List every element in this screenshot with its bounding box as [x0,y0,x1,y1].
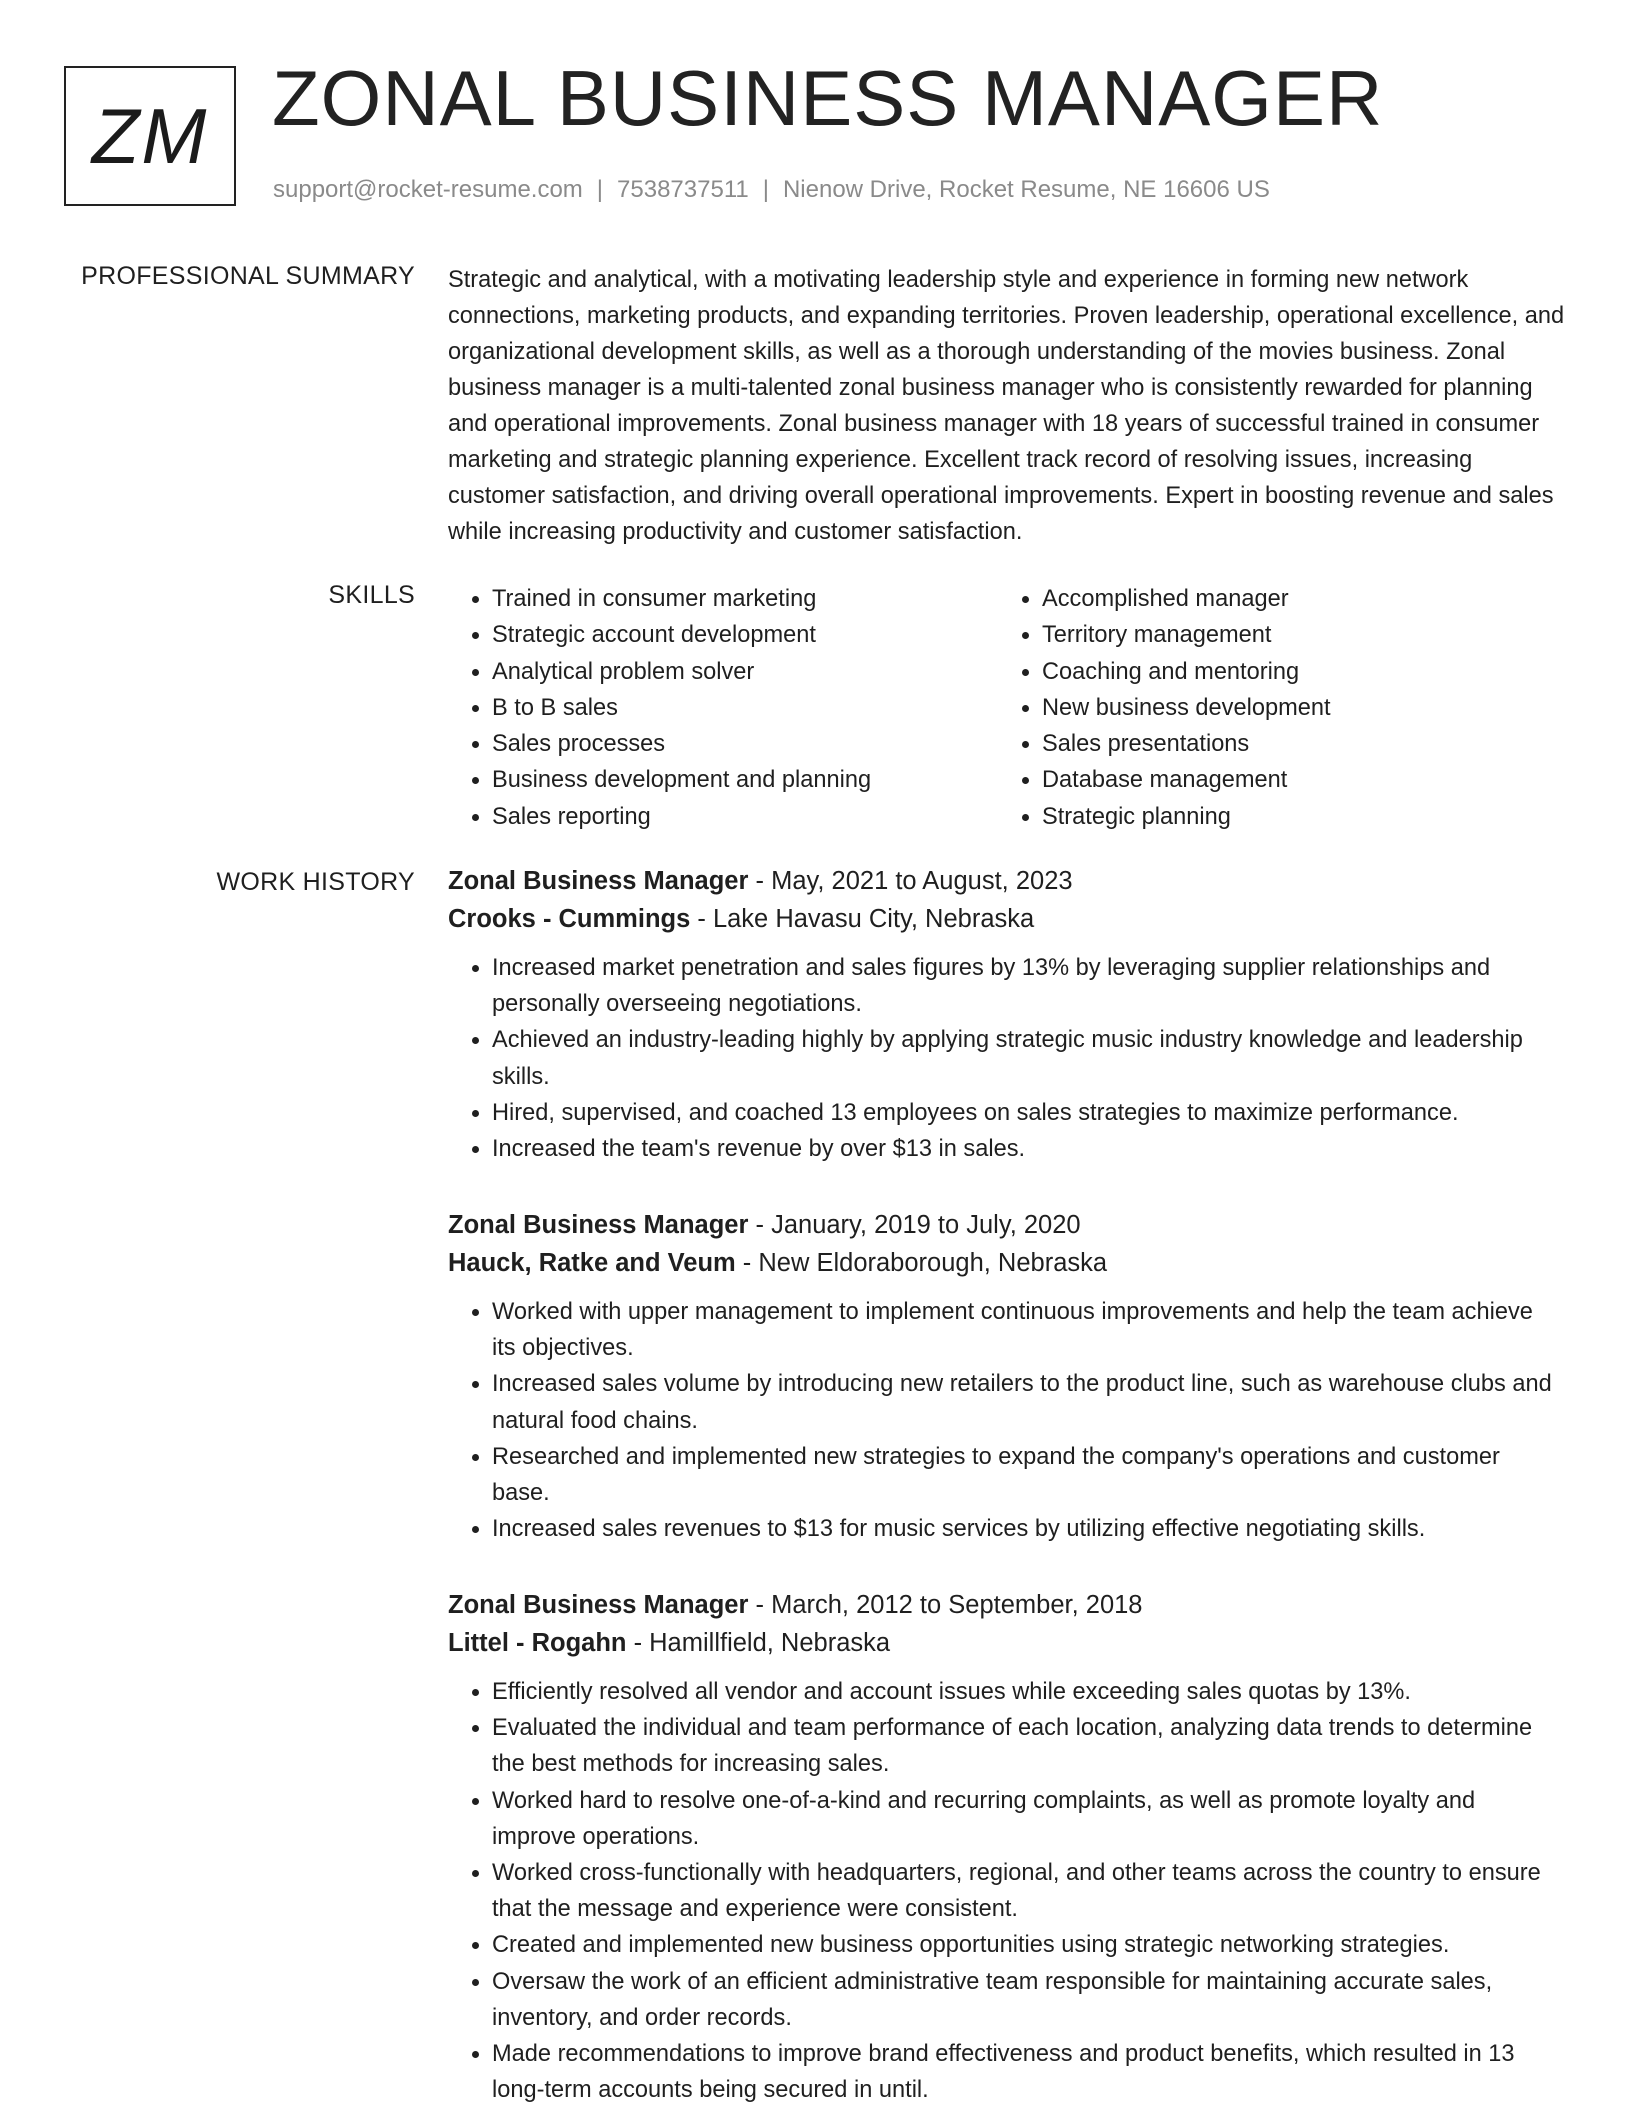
job-location: - Lake Havasu City, Nebraska [690,905,1035,933]
skill-item: • Sales reporting [492,799,871,835]
job-bullets [448,950,1566,1167]
job-bullet: • Efficiently resolved all vendor and account issues while exceeding sales quotas by 13%. [492,1674,1566,1710]
job-bullet: • Increased the team's revenue by over $13 in sales. [492,1131,1566,1167]
summary-text: Strategic and analytical, with a motivating leadership style and experience in forming new network connections, marketing products, and expanding territories. Proven leadership, operational excellence, and organizational development skills, as well as a thorough understanding of the movies business. Zonal business manager is a multi-talented zonal business manager who is consistently rewarded for planning and operational improvements. Zonal business manager with 18 years of successful trained in consumer marketing and strategic planning experience. Excellent track record of resolving issues, increasing customer satisfaction, and driving overall operational improvements. Expert in boosting revenue and sales while increasing productivity and customer satisfaction. [448,267,1565,545]
contact-phone: 7538737511 [617,176,749,203]
job-bullet: • Evaluated the individual and team performance of each location, analyzing data trends to determine the best methods for increasing sales. [492,1710,1566,1782]
job-bullets [448,1294,1566,1547]
skills-heading: SKILLS [328,581,415,609]
contact-email: support@rocket-resume.com [273,176,583,203]
job-bullet: • Made recommendations to improve brand effectiveness and product benefits, which resulted in 13 long-term accounts being secured in until. [492,2036,1566,2108]
work-heading: WORK HISTORY [216,868,415,896]
job-bullet: • Created and implemented new business opportunities using strategic networking strategies. [492,1927,1566,1963]
skill-item: • Strategic planning [1042,799,1331,835]
skills-list-left [448,581,871,835]
skill-item: • Analytical problem solver [492,654,871,690]
skill-item: • Sales presentations [1042,726,1331,762]
job-bullet: • Increased sales volume by introducing new retailers to the product line, such as warehouse clubs and natural food chains. [492,1366,1566,1438]
job-company: Littel - Rogahn [448,1629,627,1657]
job-bullet: • Researched and implemented new strategies to expand the company's operations and customer base. [492,1439,1566,1511]
contact-separator: | [762,176,769,203]
job-bullet: • Worked with upper management to implement continuous improvements and help the team achieve its objectives. [492,1294,1566,1366]
skill-item: • Strategic account development [492,617,871,653]
job-title-line [448,862,1566,900]
job-bullet: • Worked hard to resolve one-of-a-kind and recurring complaints, as well as promote loyalty and improve operations. [492,1783,1566,1855]
job-title-line [448,1586,1566,1624]
job-company-line [448,900,1566,938]
job-entry [448,862,1566,1167]
job-bullet: • Hired, supervised, and coached 13 employees on sales strategies to maximize performance. [492,1095,1566,1131]
skill-item: • Sales processes [492,726,871,762]
summary-section [0,262,1632,545]
job-entry [448,1586,1566,2108]
job-company-line [448,1244,1566,1282]
contact-line [273,176,1270,204]
job-bullet: • Oversaw the work of an efficient administrative team responsible for maintaining accurate sales, inventory, and order records. [492,1964,1566,2036]
skills-list-right [998,581,1331,835]
resume-title: ZONAL BUSINESS MANAGER [272,54,1384,142]
job-company: Crooks - Cummings [448,905,691,933]
summary-heading: PROFESSIONAL SUMMARY [81,262,415,290]
skill-item: • Database management [1042,762,1331,798]
skills-section [0,581,1632,841]
job-bullet: • Increased market penetration and sales figures by 13% by leveraging supplier relationships and personally overseeing negotiations. [492,950,1566,1022]
job-company-line [448,1624,1566,1662]
skill-item: • Accomplished manager [1042,581,1331,617]
job-dates: - March, 2012 to September, 2018 [748,1591,1143,1619]
job-title: Zonal Business Manager [448,1591,749,1619]
job-entry [448,1206,1566,1547]
job-company: Hauck, Ratke and Veum [448,1249,736,1277]
job-bullet: • Worked cross-functionally with headquarters, regional, and other teams across the country to ensure that the message and experience were consistent. [492,1855,1566,1927]
monogram-text: ZM [91,91,209,180]
skill-item: • Coaching and mentoring [1042,654,1331,690]
contact-separator: | [596,176,604,203]
skill-item: • Business development and planning [492,762,871,798]
job-title-line [448,1206,1566,1244]
job-bullets [448,1674,1566,2108]
job-dates: - May, 2021 to August, 2023 [748,867,1073,895]
job-bullet: • Increased sales revenues to $13 for music services by utilizing effective negotiating skills. [492,1511,1566,1547]
skill-item: • Territory management [1042,617,1331,653]
skill-item: • Trained in consumer marketing [492,581,871,617]
skill-item: • New business development [1042,690,1331,726]
skill-item: • B to B sales [492,690,871,726]
work-section [0,868,1632,2112]
job-location: - Hamillfield, Nebraska [626,1629,891,1657]
job-dates: - January, 2019 to July, 2020 [748,1211,1081,1239]
job-title: Zonal Business Manager [448,867,749,895]
job-bullet: • Achieved an industry-leading highly by applying strategic music industry knowledge and leadership skills. [492,1022,1566,1094]
summary-body [448,262,1566,550]
monogram-badge [64,66,236,206]
job-title: Zonal Business Manager [448,1211,749,1239]
contact-address: Nienow Drive, Rocket Resume, NE 16606 US [782,176,1270,203]
job-location: - New Eldoraborough, Nebraska [735,1249,1108,1277]
